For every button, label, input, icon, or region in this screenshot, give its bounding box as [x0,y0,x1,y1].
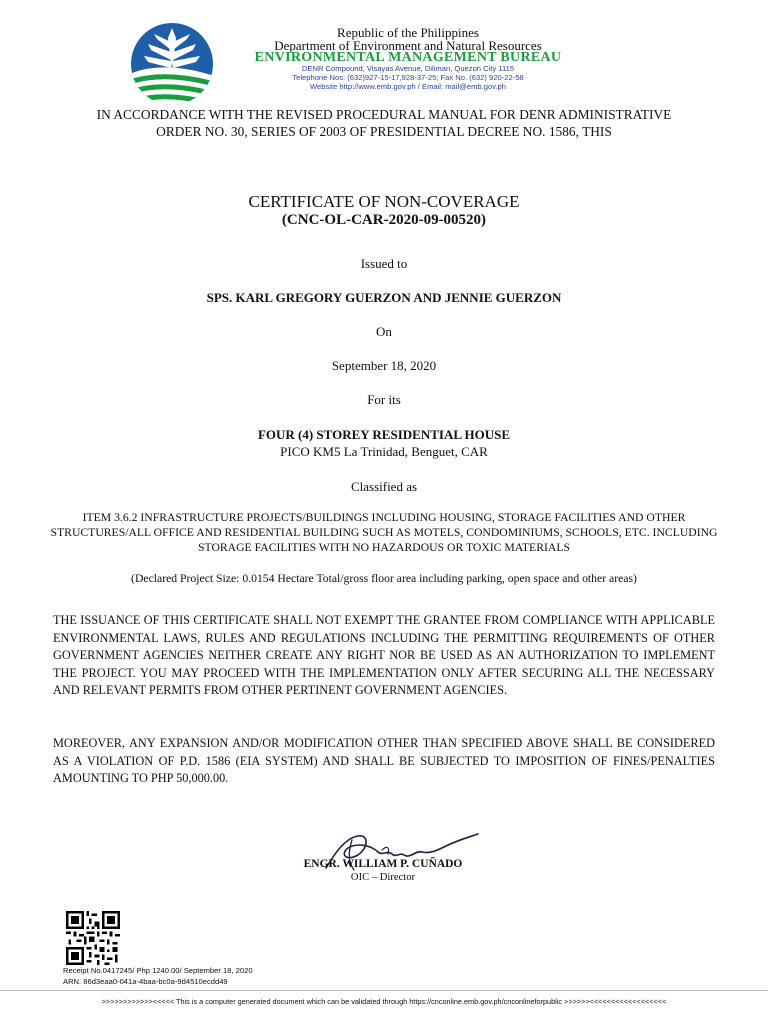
signatory-title: OIC – Director [350,872,416,883]
certificate-title: CERTIFICATE OF NON-COVERAGE [248,192,520,211]
certificate-number: (CNC-OL-CAR-2020-09-00520) [281,212,487,228]
receipt-info: Receipt No.0417245/ Php 1240.00/ September 18, 2020 [63,966,253,975]
header-address: DENR Compound, Visayas Avenue, Diliman, Quezon City 1115 [301,64,515,73]
project-location: PICO KM5 La Trinidad, Benguet, CAR [280,444,488,459]
classified-as-label: Classified as [350,479,418,494]
arn-number: ARN. 86d3eaa0-041a-4baa-bc0a-9d4510ecdd49 [63,977,228,986]
exemption-paragraph: THE ISSUANCE OF THIS CERTIFICATE SHALL NOT EXEMPT THE GRANTEE FROM COMPLIANCE WITH APPLICABLE ENVIRONMENTAL LAWS, RULES AND REGULATIONS INCLUDING THE PERMITTING REQUIREMENTS OF OTHER GOVERNMENT AGENCIES NEITHER CREATE ANY RIGHT NOR BE USED AS AN AUTHORIZATION TO IMPLEMENT THE PROJECT. YOU MAY PROCEED WITH THE IMPLEMENTATION ONLY AFTER SECURING ALL THE NECESSARY AND RELEVANT PERMITS FROM OTHER PERTINENT GOVERNMENT AGENCIES. [53,613,715,697]
for-its-label: For its [367,392,401,407]
project-name: FOUR (4) STOREY RESIDENTIAL HOUSE [257,427,511,442]
header-republic: Republic of the Philippines [337,25,479,40]
header-bureau: ENVIRONMENTAL MANAGEMENT BUREAU [254,50,562,65]
emb-logo-icon [130,22,214,106]
classification-text: ITEM 3.6.2 INFRASTRUCTURE PROJECTS/BUILDINGS INCLUDING HOUSING, STORAGE FACILITIES AND OTHER STRUCTURES/ALL OFFICE AND RESIDENTIAL BUILDING SUCH AS MOTELS, CONDOMINIUMS, SCHOOLS, ETC. INCLUDING STORAGE FACILITIES WITH NO HAZARDOUS OR TOXIC MATERIALS [50,511,718,554]
header-website: Website http://www.emb.gov.ph / Email: mail@emb.gov.ph [310,82,506,91]
on-label: On [376,324,392,339]
accordance-statement: IN ACCORDANCE WITH THE REVISED PROCEDURAL MANUAL FOR DENR ADMINISTRATIVE ORDER NO. 30, SERIES OF 2003 OF PRESIDENTIAL DECREE NO. 1586, THIS [96,107,672,139]
footer-divider [0,990,768,991]
issue-date: September 18, 2020 [331,358,437,373]
penalty-paragraph: MOREOVER, ANY EXPANSION AND/OR MODIFICATION OTHER THAN SPECIFIED ABOVE SHALL BE CONSIDERED AS A VIOLATION OF P.D. 1586 (EIA SYSTEM) AND SHALL BE SUBJECTED TO IMPOSITION OF FINES/PENALTIES AMOUNTING TO PHP 50,000.00. [53,736,715,785]
declared-project-size: (Declared Project Size: 0.0154 Hectare Total/gross floor area including parking, open space and other areas) [131,572,637,585]
header-telephone: Telephone Nos: (632)927-15-17,928-37-25; Fax No. (632) 920-22-58 [292,73,524,82]
validation-footer: >>>>>>>>>>>><<<<< This is a computer generated document which can be validated through https://cnconline.emb.gov.ph/cnconlineforpublic >>>>>><<<<<<<<<<<<<<<<<< [101,997,667,1006]
signatory-name: ENGR. WILLIAM P. CUÑADO [303,858,463,870]
issued-to-label: Issued to [360,256,408,271]
qr-code-icon [66,911,120,965]
grantee-name: SPS. KARL GREGORY GUERZON AND JENNIE GUERZON [206,290,562,305]
header-department: Department of Environment and Natural Resources [274,38,542,53]
